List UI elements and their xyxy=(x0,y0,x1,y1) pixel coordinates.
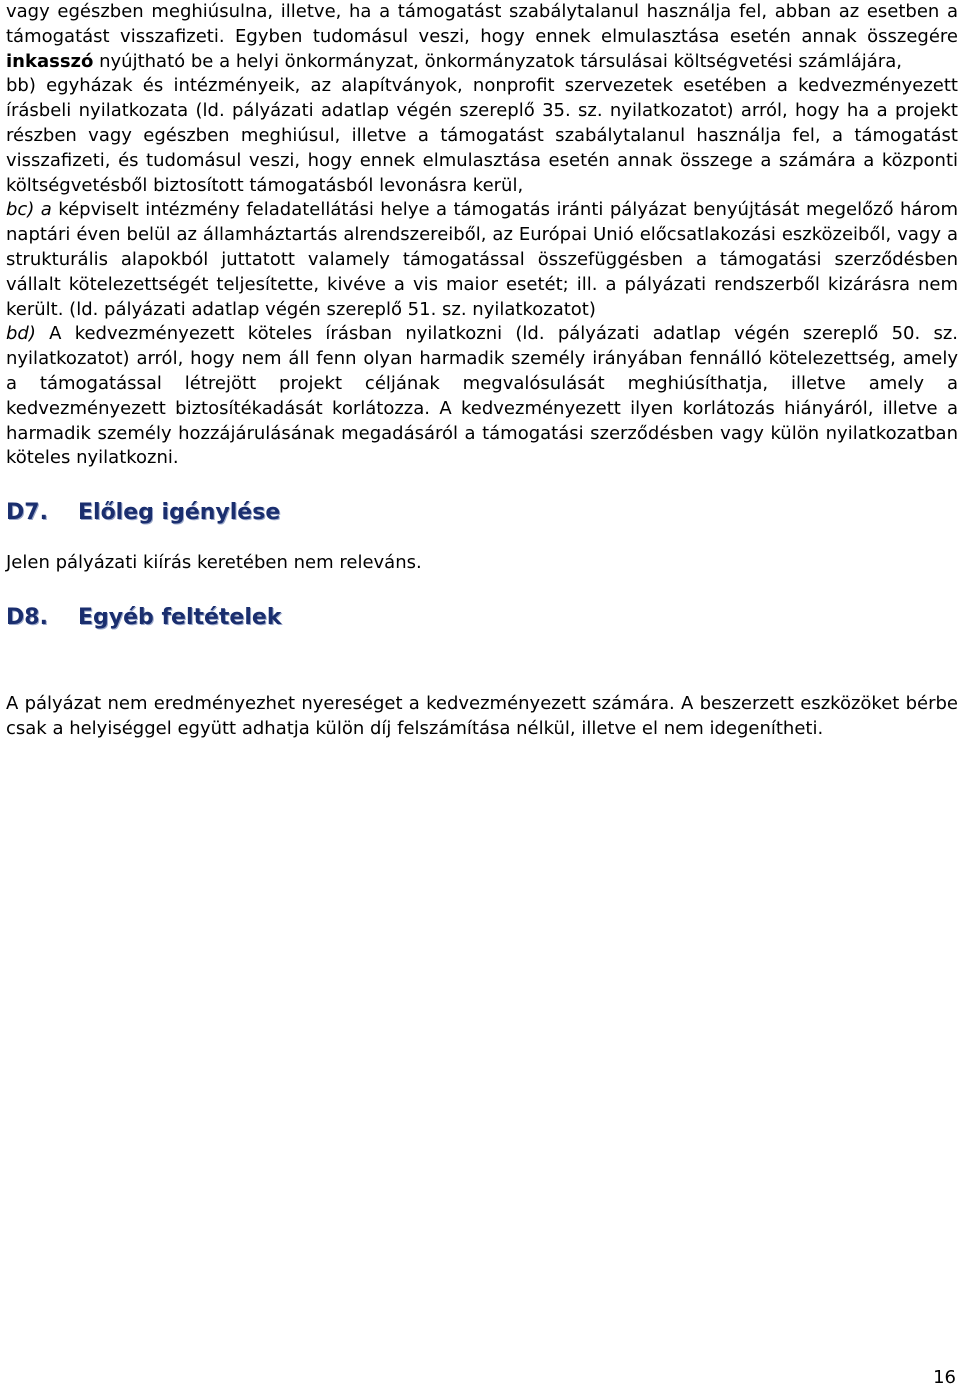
item-marker-bc: bc) a xyxy=(6,199,52,221)
paragraph-bb xyxy=(6,74,958,198)
paragraph-bd xyxy=(6,322,958,471)
section-title: Előleg igénylése xyxy=(78,500,281,526)
section-heading-d7 xyxy=(6,499,958,527)
text-segment: nyújtható be a helyi önkormányzat, önkormányzatok társulásai költségvetési számlájára, xyxy=(93,50,902,72)
text-segment: vagy egészben meghiúsulna, illetve, ha a támogatást szabálytalanul használja fel, abban az esetben a támogatást visszafizeti. Egyben tudomásul veszi, hogy ennek elmulasztása esetén annak összegére xyxy=(6,1,958,47)
document-page xyxy=(6,0,958,742)
section-heading-d8 xyxy=(6,604,958,632)
item-marker-bd: bd) xyxy=(6,323,36,345)
section-d7-body: Jelen pályázati kiírás keretében nem releváns. xyxy=(6,552,422,574)
paragraph-inkasszo xyxy=(6,0,958,74)
section-number: D7. xyxy=(6,500,48,526)
text-segment: bb) egyházak és intézményeik, az alapítványok, nonprofit szervezetek esetében a kedvezményezett írásbeli nyilatkozata (ld. pályázati adatlap végén szereplő 35. sz. nyilatkozatot) arról, hogy ha a projekt részben vagy egészben meghiúsul, illetve a támogatást szabálytalanul használja fel, a támogatást visszafizeti, és tudomásul veszi, hogy ennek elmulasztása esetén annak összege a számára a központi költségvetésből biztosított támogatásból levonásra kerül, xyxy=(6,75,958,196)
bold-term-inkasszo: inkasszó xyxy=(6,50,94,72)
text-segment: A kedvezményezett köteles írásban nyilatkozni (ld. pályázati adatlap végén szereplő 50. sz. nyilatkozatot) arról, hogy nem áll fenn olyan harmadik személy irányában fennálló kötelezettség, amely a támogatással létrejött projekt céljának megvalósulását meghiúsíthatja, illetve amely a kedvezményezett biztosítékadását korlátozza. A kedvezményezett ilyen korlátozás hiányáról, illetve a harmadik személy hozzájárulásának megadásáról a támogatási szerződésben vagy külön nyilatkozatban köteles nyilatkozni. xyxy=(6,323,958,469)
section-d8-body: A pályázat nem eredményezhet nyereséget a kedvezményezett számára. A beszerzett eszközöket bérbe csak a helyiséggel együtt adhatja külön díj felszámítása nélkül, illetve el nem idegenítheti. xyxy=(6,692,958,739)
text-segment: képviselt intézmény feladatellátási helye a támogatás iránti pályázat benyújtását megelőző három naptári éven belül az államháztartás alrendszereiből, az Európai Unió előcsatlakozási eszközeiből, vagy a strukturális alapokból juttatott valamely támogatással összefüggésben a támogatási szerződésben vállalt kötelezettségét teljesítette, kivéve a vis maior esetét; ill. a pályázati rendszerből kizárásra nem került. (ld. pályázati adatlap végén szereplő 51. sz. nyilatkozatot) xyxy=(6,199,958,320)
page-number: 16 xyxy=(933,1367,956,1388)
paragraph-bc xyxy=(6,198,958,322)
section-title: Egyéb feltételek xyxy=(78,604,282,630)
section-number: D8. xyxy=(6,604,48,630)
